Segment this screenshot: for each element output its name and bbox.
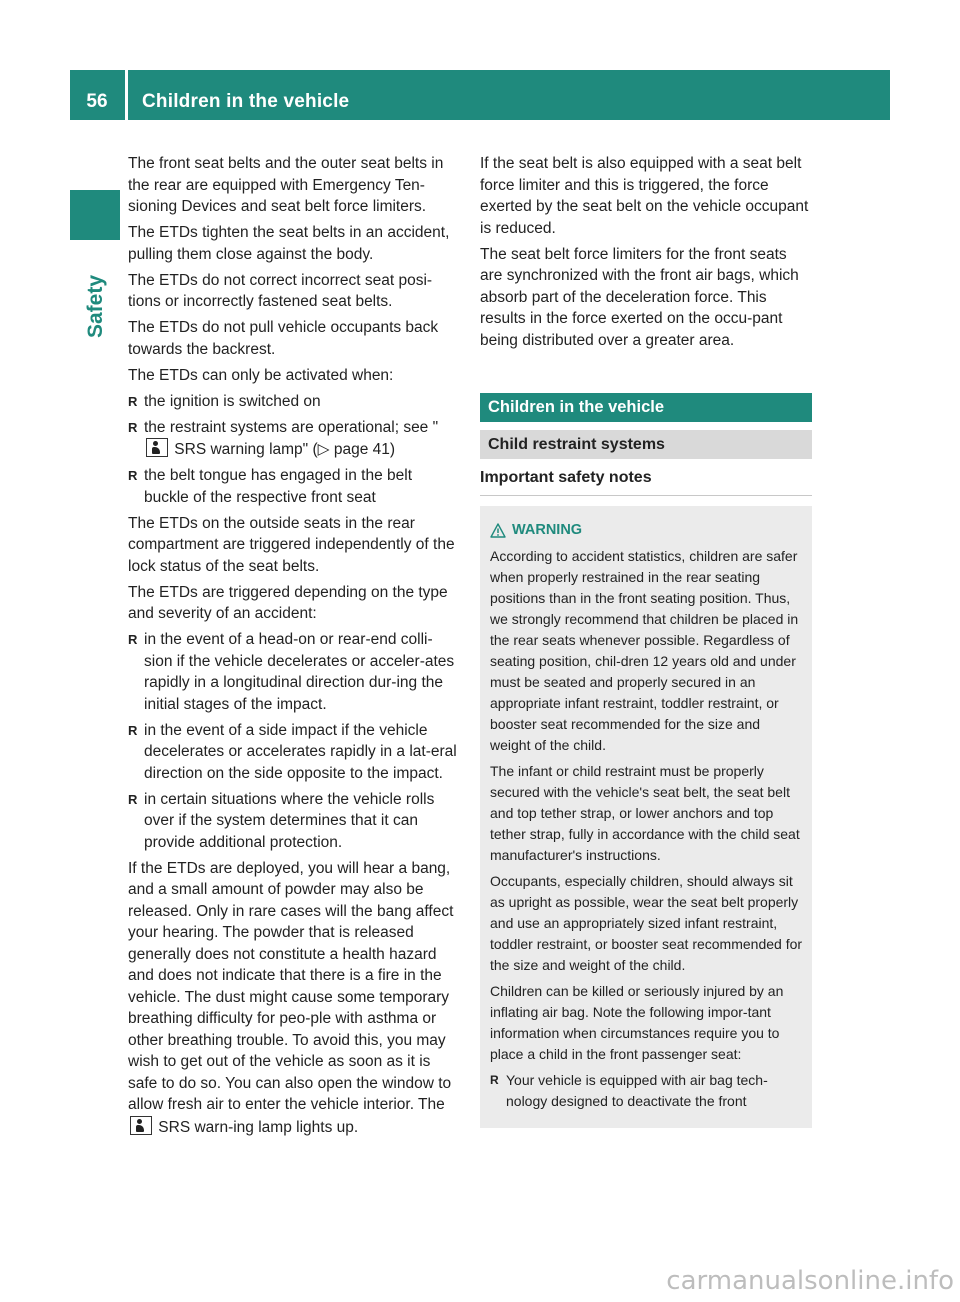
paragraph xyxy=(128,858,461,1139)
page-reference-arrow-icon: ▷ xyxy=(317,441,330,458)
header-divider xyxy=(125,70,128,120)
list-item-text-part: SRS warning lamp" ( xyxy=(170,441,318,458)
paragraph-text-part: If the ETDs are deployed, you will hear a bang, and a small amount of powder may also be released. Only in rare cases will the bang affect your hearing. The powder that is released generally does not constitute a health hazard and does not indicate that there is a fire in the vehicle. The dust might cause some temporary breathing difficulty for peo-ple with asthma or other breathing trouble. To avoid this, you may wish to get out of the vehicle as soon as it is safe to do so. You can also open the window to allow fresh air to enter the vehicle interior. The xyxy=(128,859,454,1113)
list-item-text: R in the event of a side impact if the vehicle decelerates or accelerates rapidly in a lat-eral direction on the side opposite to the impact. xyxy=(144,721,457,782)
paragraph: The ETDs do not correct incorrect seat posi-tions or incorrectly fastened seat belts. xyxy=(128,271,433,310)
section-heading: Important safety notes xyxy=(480,465,812,496)
paragraph: The ETDs tighten the seat belts in an accident, pulling them close against the body. xyxy=(128,224,450,263)
page-reference-link[interactable]: page 41) xyxy=(329,441,396,458)
paragraph: If the seat belt is also equipped with a seat belt force limiter and this is triggered, the force exerted by the seat belt on the vehicle occupant is reduced. xyxy=(480,155,809,237)
right-column xyxy=(480,153,812,1128)
list-item xyxy=(128,465,461,508)
side-tab xyxy=(70,246,120,346)
list-item-text xyxy=(144,417,461,461)
list-item xyxy=(128,629,461,715)
warning-paragraph: The infant or child restraint must be properly secured with the vehicle's seat belt, the seat belt and top tether strap, or lower anchors and top tether strap, fully in accordance with the child seat manufacturer's instructions. xyxy=(490,762,800,863)
warning-paragraph: Children can be killed or seriously injured by an inflating air bag. Note the following impor-tant information when circumstances require you to place a child in the front passenger seat: xyxy=(490,982,784,1062)
list-item-text: R the ignition is switched on xyxy=(144,392,321,410)
page-number: 56 xyxy=(86,91,108,112)
paragraph: The ETDs do not pull vehicle occupants back towards the backrest. xyxy=(128,319,439,358)
warning-paragraph: According to accident statistics, children are safer when properly restrained in the rear seating positions than in the front seating position. Thus, we strongly recommend that children be placed in the rear seats whenever possible. Regardless of seating position, chil-dren 12 years old and under must be seated and properly secured in an appropriate infant restraint, toddler restraint, or booster seat recommended for the size and weight of the child. xyxy=(490,547,799,753)
list-item-text: R in certain situations where the vehicle rolls over if the system determines that it can provide additional protection. xyxy=(144,790,435,851)
list-item xyxy=(128,391,461,413)
paragraph: The ETDs are triggered depending on the type and severity of an accident: xyxy=(128,583,448,622)
list-item xyxy=(128,789,461,854)
warning-paragraph: Occupants, especially children, should always sit as upright as possible, wear the seat belt properly and use an appropriately sized infant restraint, toddler restraint, or booster seat recommended for the size and weight of the child. xyxy=(490,872,803,973)
watermark: carmanualsonline.info xyxy=(666,1266,954,1296)
list-item xyxy=(128,720,461,785)
side-tab-label: Safety xyxy=(84,274,107,338)
warning-triangle-icon xyxy=(490,523,506,538)
warning-header xyxy=(490,520,804,541)
srs-warning-lamp-icon xyxy=(130,1116,152,1135)
page-title: Children in the vehicle xyxy=(142,91,350,112)
subsection-title: Child restraint systems xyxy=(480,430,812,459)
paragraph: The ETDs can only be activated when: xyxy=(128,366,394,384)
section-title: Children in the vehicle xyxy=(480,393,812,422)
list-item-text: R in the event of a head-on or rear-end colli-sion if the vehicle decelerates or acceler-ates rapidly in a longitudinal direction dur-ing the initial stages of the impact. xyxy=(144,631,455,713)
srs-warning-lamp-icon xyxy=(146,438,168,457)
paragraph: The seat belt force limiters for the front seats are synchronized with the front air bags, which absorb part of the deceleration force. This results in the force exerted on the occu-pant being distributed over a greater area. xyxy=(480,245,799,349)
side-tab-block xyxy=(70,190,120,240)
paragraph: The front seat belts and the outer seat belts in the rear are equipped with Emergency Ten-sioning Devices and seat belt force limiters. xyxy=(128,155,444,215)
list-item-text: R Your vehicle is equipped with air bag tech-nology designed to deactivate the front xyxy=(506,1071,768,1109)
paragraph: The ETDs on the outside seats in the rear compartment are triggered independently of the lock status of the seat belts. xyxy=(128,514,455,575)
paragraph-text-part: SRS warn-ing lamp lights up. xyxy=(154,1118,359,1136)
warning-label: WARNING xyxy=(512,521,583,538)
list-item xyxy=(128,417,461,461)
left-column xyxy=(128,153,461,1143)
warning-box xyxy=(480,506,812,1129)
warning-list-item xyxy=(490,1070,804,1112)
list-item-text-part: the restraint systems are operational; see " xyxy=(144,418,439,436)
list-item-text: R the belt tongue has engaged in the belt buckle of the respective front seat xyxy=(144,467,413,506)
